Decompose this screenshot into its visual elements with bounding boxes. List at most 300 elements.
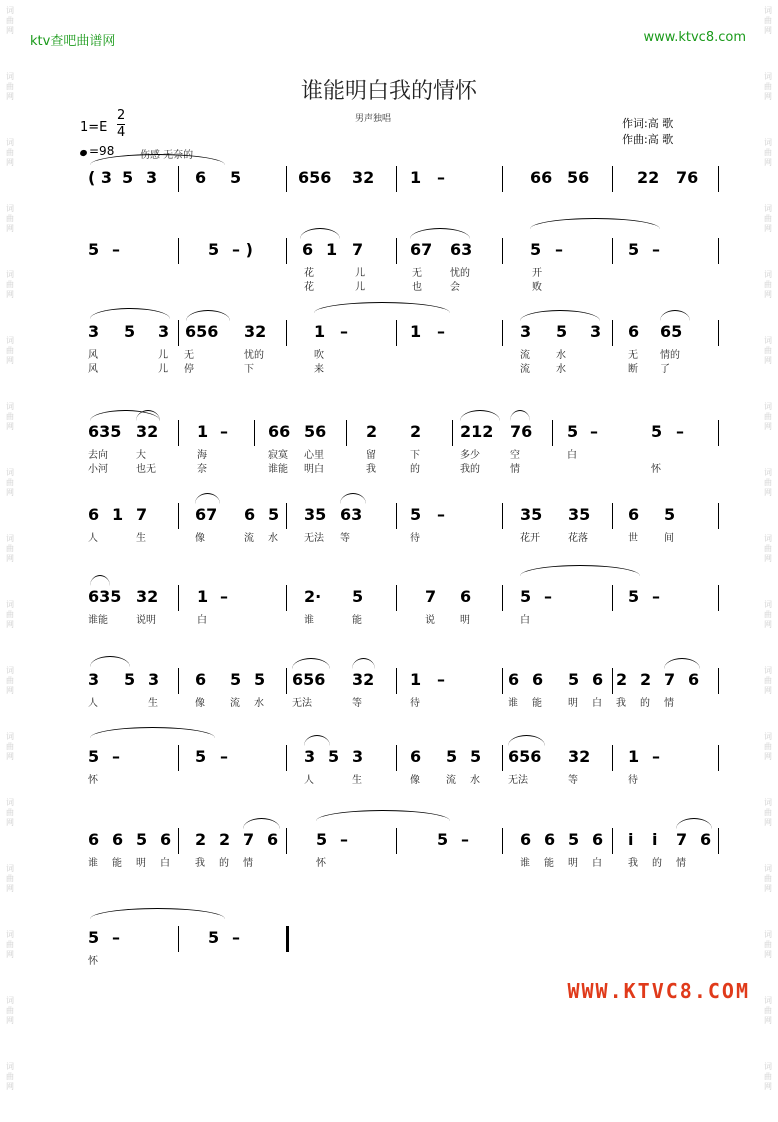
- bar-line: [612, 745, 613, 771]
- note: –: [590, 422, 598, 441]
- note: 1: [112, 505, 124, 524]
- lyric-verse-1: 我: [195, 858, 205, 869]
- note: 2: [219, 830, 231, 849]
- note: –: [112, 240, 120, 259]
- lyric-verse-2: 的: [410, 464, 420, 475]
- note: 5: [208, 928, 220, 947]
- lyric-verse-1: 像: [195, 533, 205, 544]
- note: 7: [352, 240, 364, 259]
- lyric-verse-1: 水: [470, 775, 480, 786]
- lyric-verse-1: 明: [136, 858, 146, 869]
- side-watermark-right: 词 曲 网 词 曲 网 词 曲 网 词 曲 网 词 曲 网 词 曲 网 词 曲 网 词 曲 网 词 曲 网 词 曲 网 词 曲 网 词 曲 网 词 曲 网 词 曲 网 词 曲 网 词 曲 网 词 曲 网: [764, 6, 772, 1091]
- note: –: [220, 587, 228, 606]
- lyric-verse-1: 待: [628, 775, 638, 786]
- lyric-verse-2: 奈: [197, 464, 207, 475]
- lyric-verse-1: 花落: [568, 533, 588, 544]
- lyric-verse-1: 忧的: [244, 350, 264, 361]
- bar-line: [286, 828, 287, 854]
- lyric-verse-1: 谁: [304, 615, 314, 626]
- note: 5: [628, 240, 640, 259]
- note: 6: [195, 168, 207, 187]
- lyric-verse-1: 开: [532, 268, 542, 279]
- note: 1: [197, 587, 209, 606]
- quarter-note-icon: [79, 149, 88, 157]
- lyric-verse-1: 生: [148, 698, 158, 709]
- bar-line: [718, 166, 719, 192]
- mood-marking: 伤感 无奈的: [140, 150, 194, 161]
- note: 76: [676, 168, 699, 187]
- bar-line: [718, 668, 719, 694]
- bar-line: [178, 503, 179, 529]
- note: 67: [195, 505, 218, 524]
- bar-line: [396, 585, 397, 611]
- bar-line: [396, 745, 397, 771]
- note: –: [340, 830, 348, 849]
- lyric-verse-1: 待: [410, 698, 420, 709]
- note: 1: [197, 422, 209, 441]
- bar-line: [178, 828, 179, 854]
- note: 5: [254, 670, 266, 689]
- bar-line: [396, 238, 397, 264]
- lyric-verse-1: 无法: [304, 533, 324, 544]
- slur: [316, 810, 450, 821]
- lyric-verse-2: 断: [628, 364, 638, 375]
- note: i: [652, 830, 658, 849]
- bar-line: [718, 238, 719, 264]
- bar-line: [612, 668, 613, 694]
- bar-line: [718, 420, 719, 446]
- slur: [660, 310, 690, 321]
- lyric-verse-2: 我: [366, 464, 376, 475]
- note: 3: [88, 322, 100, 341]
- lyric-verse-1: 能: [352, 615, 362, 626]
- slur: [520, 310, 600, 321]
- note: 56: [304, 422, 327, 441]
- note: 3: [590, 322, 602, 341]
- bar-line: [718, 503, 719, 529]
- note: 5: [470, 747, 482, 766]
- lyric-verse-1: 大: [136, 450, 146, 461]
- note: 22: [637, 168, 660, 187]
- note: –: [112, 747, 120, 766]
- footer-logo: WWW.KTVC8.COM: [567, 979, 750, 1003]
- note: 32: [136, 587, 159, 606]
- lyric-verse-1: 心里: [304, 450, 324, 461]
- lyric-verse-1: 等: [340, 533, 350, 544]
- lyric-verse-1: 海: [197, 450, 207, 461]
- lyric-verse-1: 白: [160, 858, 170, 869]
- note: 32: [568, 747, 591, 766]
- note: 5: [136, 830, 148, 849]
- note: 656: [185, 322, 219, 341]
- note: –: [112, 928, 120, 947]
- note: 5: [446, 747, 458, 766]
- lyric-verse-1: 花: [304, 268, 314, 279]
- lyric-verse-1: 儿: [355, 268, 365, 279]
- lyric-verse-1: 寂寞: [268, 450, 288, 461]
- note: 35: [304, 505, 327, 524]
- slur: [314, 302, 450, 313]
- lyric-verse-1: 下: [410, 450, 420, 461]
- slur: [90, 908, 225, 919]
- lyric-verse-1: 吹: [314, 350, 324, 361]
- note: 5: [88, 240, 100, 259]
- note: 6: [244, 505, 256, 524]
- lyric-verse-1: 空: [510, 450, 520, 461]
- lyric-verse-2: 了: [660, 364, 670, 375]
- bar-line: [612, 320, 613, 346]
- lyric-verse-1: 能: [532, 698, 542, 709]
- lyric-verse-1: 白: [520, 615, 530, 626]
- note: 5: [195, 747, 207, 766]
- lyric-verse-1: 说: [425, 615, 435, 626]
- note: 212: [460, 422, 494, 441]
- note: 1: [410, 322, 422, 341]
- note: 635: [88, 422, 122, 441]
- note: 6: [160, 830, 172, 849]
- bar-line: [396, 503, 397, 529]
- lyric-verse-1: 无法: [292, 698, 312, 709]
- lyric-verse-1: 去向: [88, 450, 108, 461]
- note: 6: [592, 830, 604, 849]
- note: 5: [556, 322, 568, 341]
- note: 5: [651, 422, 663, 441]
- note: 2: [616, 670, 628, 689]
- lyric-verse-1: 流: [446, 775, 456, 786]
- song-title: 谁能明白我的情怀: [300, 79, 477, 104]
- lyric-verse-2: 小河: [88, 464, 108, 475]
- bar-line: [502, 668, 503, 694]
- bar-line: [612, 828, 613, 854]
- note: 5: [230, 670, 242, 689]
- note: 65: [660, 322, 683, 341]
- note: 5: [124, 670, 136, 689]
- note: –: [676, 422, 684, 441]
- lyric-verse-2: 也无: [136, 464, 156, 475]
- note: i: [628, 830, 634, 849]
- lyric-verse-1: 谁能: [88, 615, 108, 626]
- note: –: [544, 587, 552, 606]
- slur: [304, 735, 330, 746]
- lyric-verse-2: 明白: [304, 464, 324, 475]
- note: 1: [314, 322, 326, 341]
- note: –: [652, 240, 660, 259]
- note: 7: [136, 505, 148, 524]
- site-name-left: ktv查吧曲谱网: [30, 34, 116, 49]
- bar-line: [612, 503, 613, 529]
- bar-line: [502, 745, 503, 771]
- note: 5: [628, 587, 640, 606]
- slur: [352, 658, 375, 669]
- bar-line: [502, 320, 503, 346]
- note: 56: [567, 168, 590, 187]
- lyric-verse-2: 风: [88, 364, 98, 375]
- note: 3: [158, 322, 170, 341]
- lyric-verse-1: 像: [195, 698, 205, 709]
- slur: [90, 727, 215, 738]
- lyricist: 作词:高 歌: [622, 117, 674, 130]
- note: 63: [450, 240, 473, 259]
- lyric-verse-1: 无: [412, 268, 422, 279]
- bar-line: [286, 503, 287, 529]
- note: 5: [268, 505, 280, 524]
- note: 35: [568, 505, 591, 524]
- note: 76: [510, 422, 533, 441]
- lyric-verse-1: 生: [136, 533, 146, 544]
- note: 5: [568, 830, 580, 849]
- slur: [195, 493, 220, 504]
- bar-line: [502, 828, 503, 854]
- lyric-verse-1: 我: [628, 858, 638, 869]
- note: 5: [568, 670, 580, 689]
- lyric-verse-1: 无: [628, 350, 638, 361]
- time-signature-top: 2: [117, 108, 126, 123]
- note: 32: [352, 168, 375, 187]
- lyric-verse-1: 无: [184, 350, 194, 361]
- note: 656: [508, 747, 542, 766]
- bar-line: [718, 320, 719, 346]
- bar-line: [286, 745, 287, 771]
- tempo-value: =98: [89, 144, 115, 158]
- lyric-verse-2: 会: [450, 282, 460, 293]
- note: 6: [410, 747, 422, 766]
- lyric-verse-1: 情: [664, 698, 674, 709]
- note: 5: [567, 422, 579, 441]
- lyric-verse-2: 儿: [355, 282, 365, 293]
- lyric-verse-1: 明: [460, 615, 470, 626]
- lyric-verse-2: 情: [510, 464, 520, 475]
- slur: [186, 310, 230, 321]
- note: 6: [520, 830, 532, 849]
- bar-line: [718, 745, 719, 771]
- bar-line: [502, 503, 503, 529]
- note: 7: [243, 830, 255, 849]
- note: 6: [302, 240, 314, 259]
- note: –: [437, 168, 445, 187]
- note: 6: [592, 670, 604, 689]
- lyric-verse-1: 白: [592, 698, 602, 709]
- slur: [90, 308, 170, 319]
- lyric-verse-1: 水: [556, 350, 566, 361]
- note: 656: [292, 670, 326, 689]
- note: 656: [298, 168, 332, 187]
- slur: [460, 410, 500, 421]
- lyric-verse-1: 的: [219, 858, 229, 869]
- lyric-verse-1: 生: [352, 775, 362, 786]
- lyric-verse-2: 停: [184, 364, 194, 375]
- note: 3: [146, 168, 158, 187]
- note: 5: [88, 928, 100, 947]
- note: 6: [88, 505, 100, 524]
- bar-line: [396, 166, 397, 192]
- lyric-verse-2: 我的: [460, 464, 480, 475]
- note: –: [437, 322, 445, 341]
- note: 7: [425, 587, 437, 606]
- note: 6: [628, 505, 640, 524]
- note: 5: [520, 587, 532, 606]
- bar-line: [718, 828, 719, 854]
- key-signature: 1=E: [80, 120, 108, 135]
- note: 5: [316, 830, 328, 849]
- lyric-verse-1: 怀: [88, 956, 98, 967]
- slur: [90, 575, 110, 586]
- note: 32: [136, 422, 159, 441]
- lyric-verse-1: 水: [254, 698, 264, 709]
- lyric-verse-2: 花: [304, 282, 314, 293]
- bar-line: [612, 166, 613, 192]
- note: 635: [88, 587, 122, 606]
- bar-line: [254, 420, 255, 446]
- slur: [664, 658, 700, 669]
- lyric-verse-1: 水: [268, 533, 278, 544]
- lyric-verse-1: 忧的: [450, 268, 470, 279]
- lyric-verse-1: 情: [243, 858, 253, 869]
- note: –: [220, 747, 228, 766]
- note: 6: [508, 670, 520, 689]
- note: –: [437, 670, 445, 689]
- note: 2: [366, 422, 378, 441]
- lyric-verse-1: 无法: [508, 775, 528, 786]
- bar-line: [718, 585, 719, 611]
- lyric-verse-1: 能: [544, 858, 554, 869]
- note: 5: [230, 168, 242, 187]
- slur: [530, 218, 660, 229]
- lyric-verse-1: 谁: [508, 698, 518, 709]
- note: 1: [628, 747, 640, 766]
- note: 5: [328, 747, 340, 766]
- lyric-verse-2: 谁能: [268, 464, 288, 475]
- note: 3: [88, 670, 100, 689]
- lyric-verse-2: 水: [556, 364, 566, 375]
- note: 35: [520, 505, 543, 524]
- note: 6: [112, 830, 124, 849]
- credits: [622, 116, 673, 148]
- lyric-verse-1: 世: [628, 533, 638, 544]
- note: 2·: [304, 587, 322, 606]
- slur: [300, 228, 340, 239]
- note: 5: [88, 747, 100, 766]
- lyric-verse-1: 白: [592, 858, 602, 869]
- note: 6: [460, 587, 472, 606]
- tempo-marking: [80, 144, 114, 158]
- side-watermark-left: 词 曲 网 词 曲 网 词 曲 网 词 曲 网 词 曲 网 词 曲 网 词 曲 网 词 曲 网 词 曲 网 词 曲 网 词 曲 网 词 曲 网 词 曲 网 词 曲 网 词 曲 网 词 曲 网 词 曲 网: [6, 6, 14, 1091]
- bar-line: [396, 668, 397, 694]
- lyric-verse-1: 的: [652, 858, 662, 869]
- note: –: [652, 747, 660, 766]
- lyric-verse-1: 花开: [520, 533, 540, 544]
- note: 3: [304, 747, 316, 766]
- note: 5: [208, 240, 220, 259]
- lyric-verse-1: 明: [568, 858, 578, 869]
- note: 1: [326, 240, 338, 259]
- bar-line: [502, 166, 503, 192]
- lyric-verse-1: 白: [197, 615, 207, 626]
- bar-line: [178, 420, 179, 446]
- note: 5: [352, 587, 364, 606]
- note: 6: [700, 830, 712, 849]
- note: –: [340, 322, 348, 341]
- lyric-verse-1: 流: [244, 533, 254, 544]
- bar-line: [178, 926, 179, 952]
- lyric-verse-1: 白: [567, 450, 577, 461]
- note: 5: [122, 168, 134, 187]
- bar-line: [178, 320, 179, 346]
- bar-line: [286, 320, 287, 346]
- note: 67: [410, 240, 433, 259]
- bar-line: [552, 420, 553, 446]
- note: –: [555, 240, 563, 259]
- lyric-verse-1: 明: [568, 698, 578, 709]
- lyric-verse-1: 怀: [316, 858, 326, 869]
- slur: [136, 410, 160, 421]
- slur: [508, 735, 545, 746]
- note: 1: [410, 670, 422, 689]
- lyric-verse-2: 儿: [158, 364, 168, 375]
- slur: [520, 565, 640, 576]
- bar-line: [178, 238, 179, 264]
- bar-line: [346, 420, 347, 446]
- lyric-verse-2: 下: [244, 364, 254, 375]
- note: ( 3: [88, 168, 113, 187]
- bar-line: [396, 828, 397, 854]
- note: 3: [520, 322, 532, 341]
- note: 2: [640, 670, 652, 689]
- slur: [410, 228, 470, 239]
- note: 6: [688, 670, 700, 689]
- note: 3: [352, 747, 364, 766]
- slur: [292, 658, 330, 669]
- lyric-verse-1: 待: [410, 533, 420, 544]
- bar-line: [502, 585, 503, 611]
- lyric-verse-1: 怀: [88, 775, 98, 786]
- lyric-verse-1: 风: [88, 350, 98, 361]
- lyric-verse-1: 人: [88, 533, 98, 544]
- lyric-verse-1: 能: [112, 858, 122, 869]
- bar-line: [178, 668, 179, 694]
- site-url-right: www.ktvc8.com: [643, 30, 746, 45]
- lyric-verse-1: 我: [616, 698, 626, 709]
- lyric-verse-2: 也: [412, 282, 422, 293]
- bar-line: [286, 166, 287, 192]
- slur: [243, 818, 280, 829]
- note: 6: [195, 670, 207, 689]
- bar-line: [286, 668, 287, 694]
- lyric-verse-1: 情: [676, 858, 686, 869]
- lyric-verse-1: 像: [410, 775, 420, 786]
- note: 5: [410, 505, 422, 524]
- note: –: [461, 830, 469, 849]
- note: 63: [340, 505, 363, 524]
- note: 6: [267, 830, 279, 849]
- note: 7: [664, 670, 676, 689]
- bar-line: [286, 585, 287, 611]
- note: 5: [530, 240, 542, 259]
- lyric-verse-1: 谁: [520, 858, 530, 869]
- note: 5: [437, 830, 449, 849]
- composer: 作曲:高 歌: [622, 133, 674, 146]
- note: 5: [124, 322, 136, 341]
- lyric-verse-1: 人: [88, 698, 98, 709]
- lyric-verse-2: 来: [314, 364, 324, 375]
- lyric-verse-1: 等: [352, 698, 362, 709]
- time-signature-bottom: 4: [117, 125, 126, 140]
- bar-line: [178, 585, 179, 611]
- note: 7: [676, 830, 688, 849]
- note: 2: [195, 830, 207, 849]
- time-signature: [117, 108, 125, 141]
- bar-line: [396, 320, 397, 346]
- note: 1: [410, 168, 422, 187]
